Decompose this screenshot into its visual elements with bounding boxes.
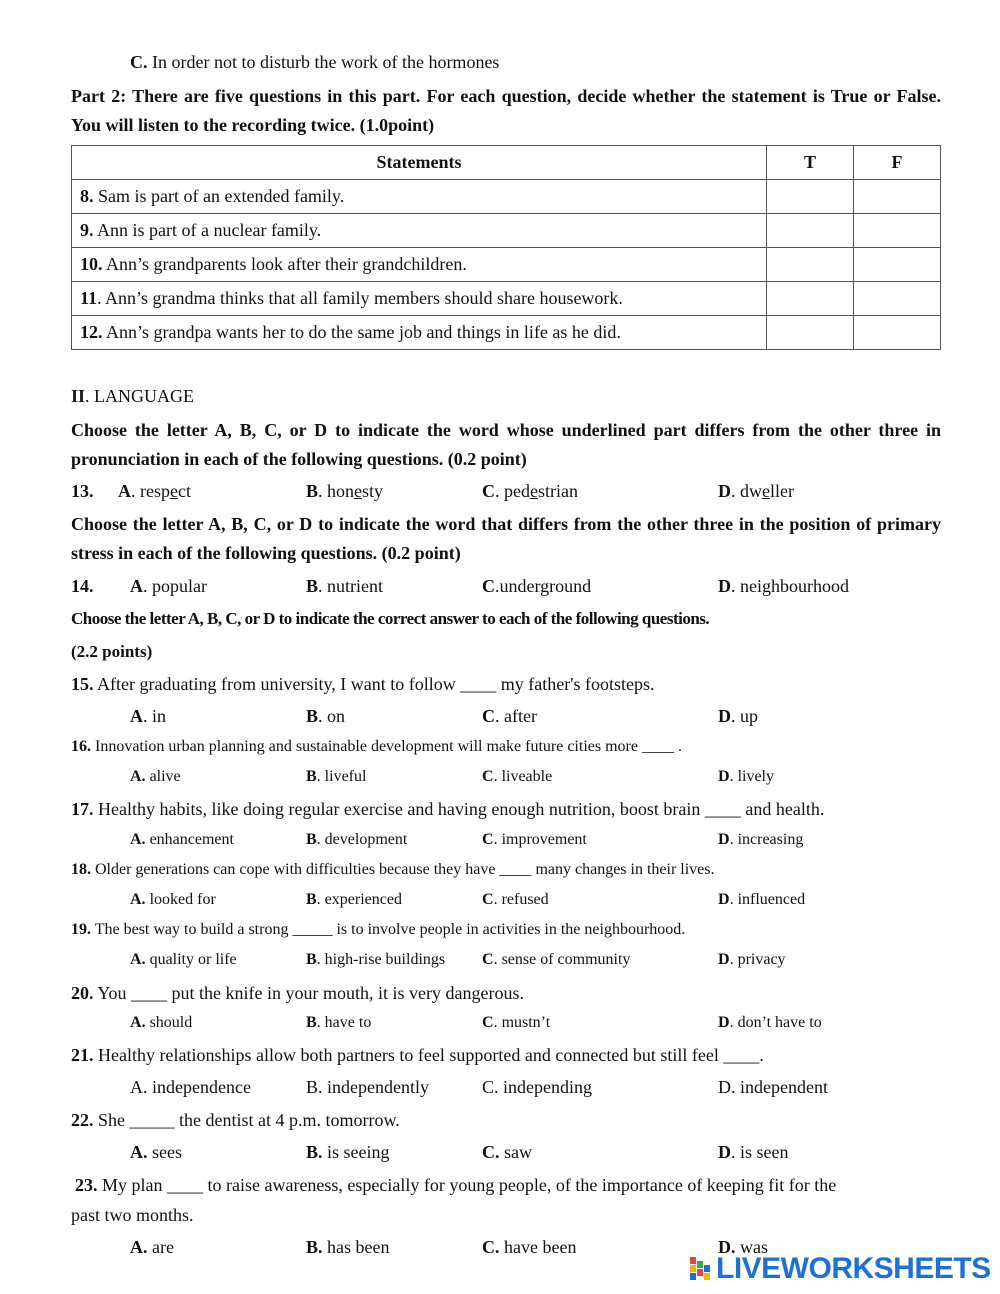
q20-option-d[interactable]: D. don’t have to: [718, 1014, 822, 1031]
q21-option-a[interactable]: A. independence: [130, 1077, 251, 1097]
q13-option-b[interactable]: B. honesty: [306, 481, 384, 501]
true-cell-9[interactable]: [767, 214, 854, 248]
table-row: [72, 214, 941, 248]
true-cell-12[interactable]: [767, 316, 854, 350]
question-17: 17. Healthy habits, like doing regular exercise and having enough nutrition, boost brain ____ and health.: [71, 799, 825, 819]
statement-11: 11. Ann’s grandma thinks that all family members should share housework.: [72, 282, 767, 316]
instruction-stress: Choose the letter A, B, C, or D to indicate the word that differs from the other three in the position of primary stress in each of the following questions. (0.2 point): [71, 514, 941, 563]
table-header-row: [72, 146, 941, 180]
q15-option-a[interactable]: A. in: [130, 706, 167, 726]
header-true: T: [767, 146, 854, 180]
q21-option-d[interactable]: D. independent: [718, 1077, 828, 1097]
q23-option-d[interactable]: D. was: [718, 1237, 768, 1257]
false-cell-9[interactable]: [854, 214, 941, 248]
table-row: [72, 282, 941, 316]
q13-option-d[interactable]: D. dweller: [718, 481, 794, 501]
q19-option-b[interactable]: B. high-rise buildings: [306, 951, 446, 968]
q13-option-c[interactable]: C. pedestrian: [482, 481, 578, 501]
header-false: F: [854, 146, 941, 180]
q22-option-d[interactable]: D. is seen: [718, 1142, 789, 1162]
question-15: 15. After graduating from university, I want to follow ____ my father's footsteps.: [71, 674, 655, 694]
q20-option-c[interactable]: C. mustn’t: [482, 1014, 551, 1031]
q18-option-a[interactable]: A. looked for: [130, 891, 216, 908]
option-c-previous: C. In order not to disturb the work of the hormones: [130, 52, 500, 72]
false-cell-11[interactable]: [854, 282, 941, 316]
q14-option-c[interactable]: C.underground: [482, 576, 592, 596]
q22-option-c[interactable]: C. saw: [482, 1142, 532, 1162]
false-cell-12[interactable]: [854, 316, 941, 350]
table-row: [72, 248, 941, 282]
q16-option-b[interactable]: B. liveful: [306, 768, 367, 785]
q17-option-b[interactable]: B. development: [306, 831, 408, 848]
statement-9: 9. Ann is part of a nuclear family.: [72, 214, 767, 248]
header-statements: Statements: [72, 146, 767, 180]
q16-option-c[interactable]: C. liveable: [482, 768, 553, 785]
statements-table: [71, 145, 941, 350]
q19-option-d[interactable]: D. privacy: [718, 951, 786, 968]
q15-option-b[interactable]: B. on: [306, 706, 346, 726]
statement-12: 12. Ann’s grandpa wants her to do the same job and things in life as he did.: [72, 316, 767, 350]
question-14: 14.: [71, 576, 94, 596]
q14-option-a[interactable]: A. popular: [130, 576, 207, 596]
q17-option-a[interactable]: A. enhancement: [130, 831, 234, 848]
section-title: II. LANGUAGE: [71, 386, 194, 406]
q17-option-c[interactable]: C. improvement: [482, 831, 587, 848]
true-cell-11[interactable]: [767, 282, 854, 316]
question-20: 20. You ____ put the knife in your mouth, it is very dangerous.: [71, 983, 524, 1003]
question-23: 23. My plan ____ to raise awareness, especially for young people, of the importance of keeping fit for the: [75, 1175, 837, 1195]
question-19: 19. The best way to build a strong _____ is to involve people in activities in the neighbourhood.: [71, 921, 686, 938]
question-13: 13.: [71, 481, 94, 501]
liveworksheets-logo-text: LIVEWORKSHEETS: [716, 1252, 991, 1285]
q22-option-a[interactable]: A. sees: [130, 1142, 182, 1162]
instruction-pronunciation: Choose the letter A, B, C, or D to indicate the word whose underlined part differs from the other three in pronunciation in each of the following questions. (0.2 point): [71, 420, 941, 469]
liveworksheets-logo: [690, 1252, 991, 1286]
q21-option-c[interactable]: C. independing: [482, 1077, 592, 1097]
instruction-points: (2.2 points): [71, 642, 153, 661]
q23-option-a[interactable]: A. are: [130, 1237, 174, 1257]
false-cell-10[interactable]: [854, 248, 941, 282]
q13-option-a[interactable]: A. respect: [118, 481, 191, 501]
q20-option-a[interactable]: A. should: [130, 1014, 193, 1031]
question-21: 21. Healthy relationships allow both partners to feel supported and connected but still feel ____.: [71, 1045, 764, 1065]
q19-option-c[interactable]: C. sense of community: [482, 951, 631, 968]
true-cell-10[interactable]: [767, 248, 854, 282]
q17-option-d[interactable]: D. increasing: [718, 831, 804, 848]
statement-8: 8. Sam is part of an extended family.: [72, 180, 767, 214]
q15-option-d[interactable]: D. up: [718, 706, 758, 726]
q20-option-b[interactable]: B. have to: [306, 1014, 372, 1031]
q23-option-b[interactable]: B. has been: [306, 1237, 390, 1257]
q15-option-c[interactable]: C. after: [482, 706, 537, 726]
table-row: [72, 316, 941, 350]
q14-option-d[interactable]: D. neighbourhood: [718, 576, 849, 596]
question-16: 16. Innovation urban planning and sustainable development will make future cities more ____ .: [71, 738, 682, 755]
q16-option-a[interactable]: A. alive: [130, 768, 181, 785]
q16-option-d[interactable]: D. lively: [718, 768, 774, 785]
table-row: [72, 180, 941, 214]
question-22: 22. She _____ the dentist at 4 p.m. tomorrow.: [71, 1110, 400, 1130]
q21-option-b[interactable]: B. independently: [306, 1077, 429, 1097]
q22-option-b[interactable]: B. is seeing: [306, 1142, 390, 1162]
q19-option-a[interactable]: A. quality or life: [130, 951, 237, 968]
question-18: 18. Older generations can cope with difficulties because they have ____ many changes in their lives.: [71, 861, 715, 878]
true-cell-8[interactable]: [767, 180, 854, 214]
q23-option-c[interactable]: C. have been: [482, 1237, 577, 1257]
q18-option-d[interactable]: D. influenced: [718, 891, 806, 908]
q14-option-b[interactable]: B. nutrient: [306, 576, 384, 596]
part2-heading: Part 2: There are five questions in this part. For each question, decide whether the statement is True or False. You will listen to the recording twice. (1.0point): [71, 86, 941, 135]
false-cell-8[interactable]: [854, 180, 941, 214]
q18-option-b[interactable]: B. experienced: [306, 891, 402, 908]
instruction-correct-answer: Choose the letter A, B, C, or D to indicate the correct answer to each of the following questions.: [71, 609, 710, 628]
q18-option-c[interactable]: C. refused: [482, 891, 549, 908]
liveworksheets-logo-icon: [690, 1255, 712, 1283]
statement-10: 10. Ann’s grandparents look after their grandchildren.: [72, 248, 767, 282]
question-23-continued: past two months.: [71, 1205, 194, 1225]
